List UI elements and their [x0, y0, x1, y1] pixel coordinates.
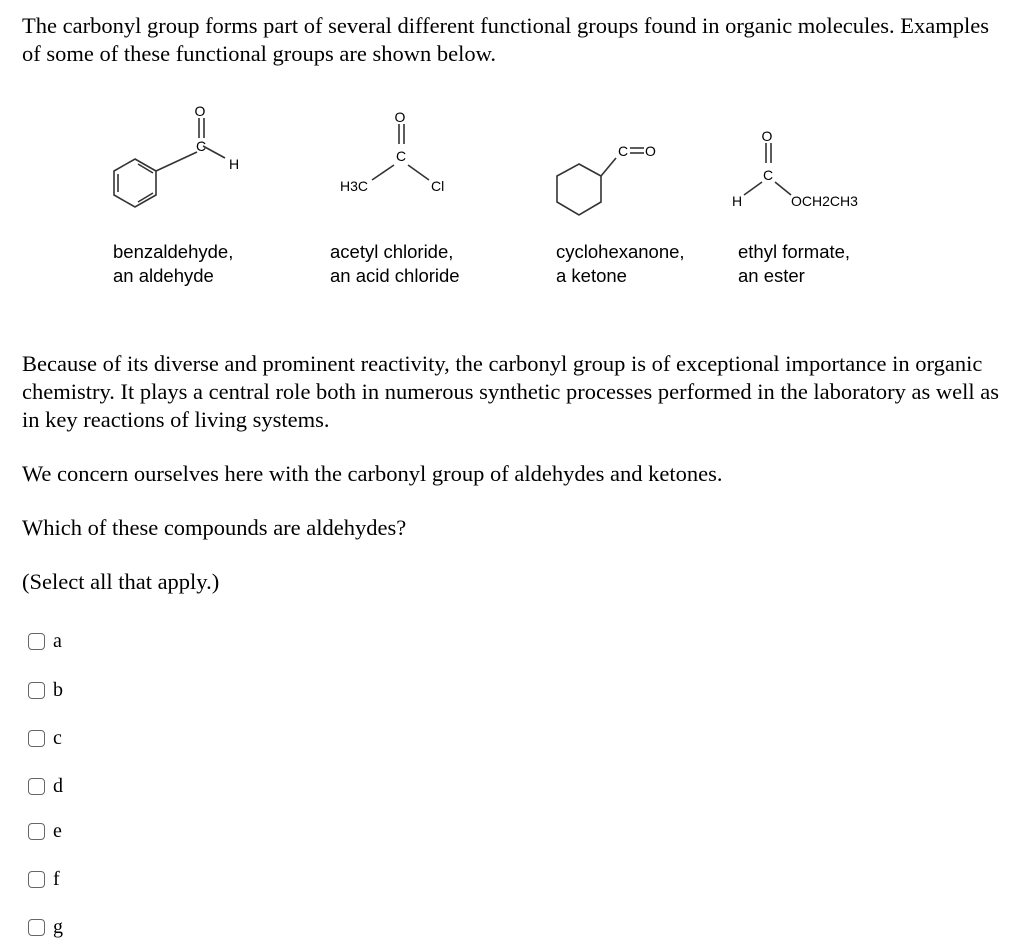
checkbox-c[interactable]: [28, 730, 45, 747]
carbonyl-oxygen-label: O: [645, 143, 656, 159]
compound-name: acetyl chloride,: [330, 241, 454, 262]
acetyl-chloride-structure: [330, 100, 490, 225]
option-e[interactable]: [28, 818, 62, 844]
carbonyl-oxygen-label: O: [194, 103, 206, 119]
acetyl-chloride-caption: [330, 240, 460, 288]
carbonyl-carbon-label: C: [763, 167, 774, 183]
hydrogen-label: H: [732, 193, 743, 209]
carbonyl-oxygen-label: O: [761, 128, 773, 144]
checkbox-b[interactable]: [28, 682, 45, 699]
checkbox-a[interactable]: [28, 633, 45, 650]
option-a[interactable]: [28, 628, 62, 654]
benzaldehyde-structure: [105, 100, 265, 225]
compound-class: an ester: [738, 265, 805, 286]
option-d[interactable]: [28, 773, 63, 799]
scope-paragraph: We concern ourselves here with the carbonyl group of aldehydes and ketones.: [22, 461, 723, 486]
option-label[interactable]: f: [53, 867, 60, 890]
option-label[interactable]: a: [53, 629, 62, 652]
checkbox-g[interactable]: [28, 919, 45, 936]
instruction-text: (Select all that apply.): [22, 569, 220, 594]
ethoxy-label: OCH2CH3: [791, 193, 858, 209]
option-f[interactable]: [28, 866, 60, 892]
chlorine-label: Cl: [431, 178, 445, 194]
carbonyl-carbon-label: C: [396, 148, 407, 164]
option-label[interactable]: e: [53, 819, 62, 842]
cyclohexanone-structure: [550, 100, 710, 235]
option-label[interactable]: g: [53, 915, 63, 938]
option-label[interactable]: b: [53, 678, 63, 701]
carbonyl-carbon-label: C: [196, 138, 207, 154]
compound-class: an acid chloride: [330, 265, 460, 286]
cyclohexanone-caption: [556, 240, 685, 288]
option-g[interactable]: [28, 914, 63, 940]
compound-class: an aldehyde: [113, 265, 214, 286]
option-label[interactable]: c: [53, 726, 62, 749]
checkbox-e[interactable]: [28, 823, 45, 840]
methyl-label: H3C: [340, 178, 369, 194]
compound-name: cyclohexanone,: [556, 241, 685, 262]
ethyl-formate-structure: [725, 105, 905, 230]
checkbox-d[interactable]: [28, 778, 45, 795]
reactivity-paragraph: Because of its diverse and prominent reactivity, the carbonyl group is of exceptional importance in organic chemistry. It plays a central role both in numerous synthetic processes performed in the laboratory as well as in key reactions of living systems.: [22, 351, 999, 432]
option-c[interactable]: [28, 725, 62, 751]
intro-text: The carbonyl group forms part of several different functional groups found in organic molecules. Examples of some of these functional groups are shown below.: [22, 13, 990, 66]
carbonyl-oxygen-label: O: [394, 109, 406, 125]
question-text: Which of these compounds are aldehydes?: [22, 515, 407, 540]
option-label[interactable]: d: [53, 774, 63, 797]
ethyl-formate-caption: [738, 240, 850, 288]
compound-name: benzaldehyde,: [113, 241, 234, 262]
checkbox-f[interactable]: [28, 871, 45, 888]
hydrogen-label: H: [229, 156, 240, 172]
compound-name: ethyl formate,: [738, 241, 851, 262]
benzaldehyde-caption: [113, 240, 233, 288]
carbonyl-carbon-label: C: [618, 143, 629, 159]
compound-class: a ketone: [556, 265, 627, 286]
option-b[interactable]: [28, 677, 63, 703]
